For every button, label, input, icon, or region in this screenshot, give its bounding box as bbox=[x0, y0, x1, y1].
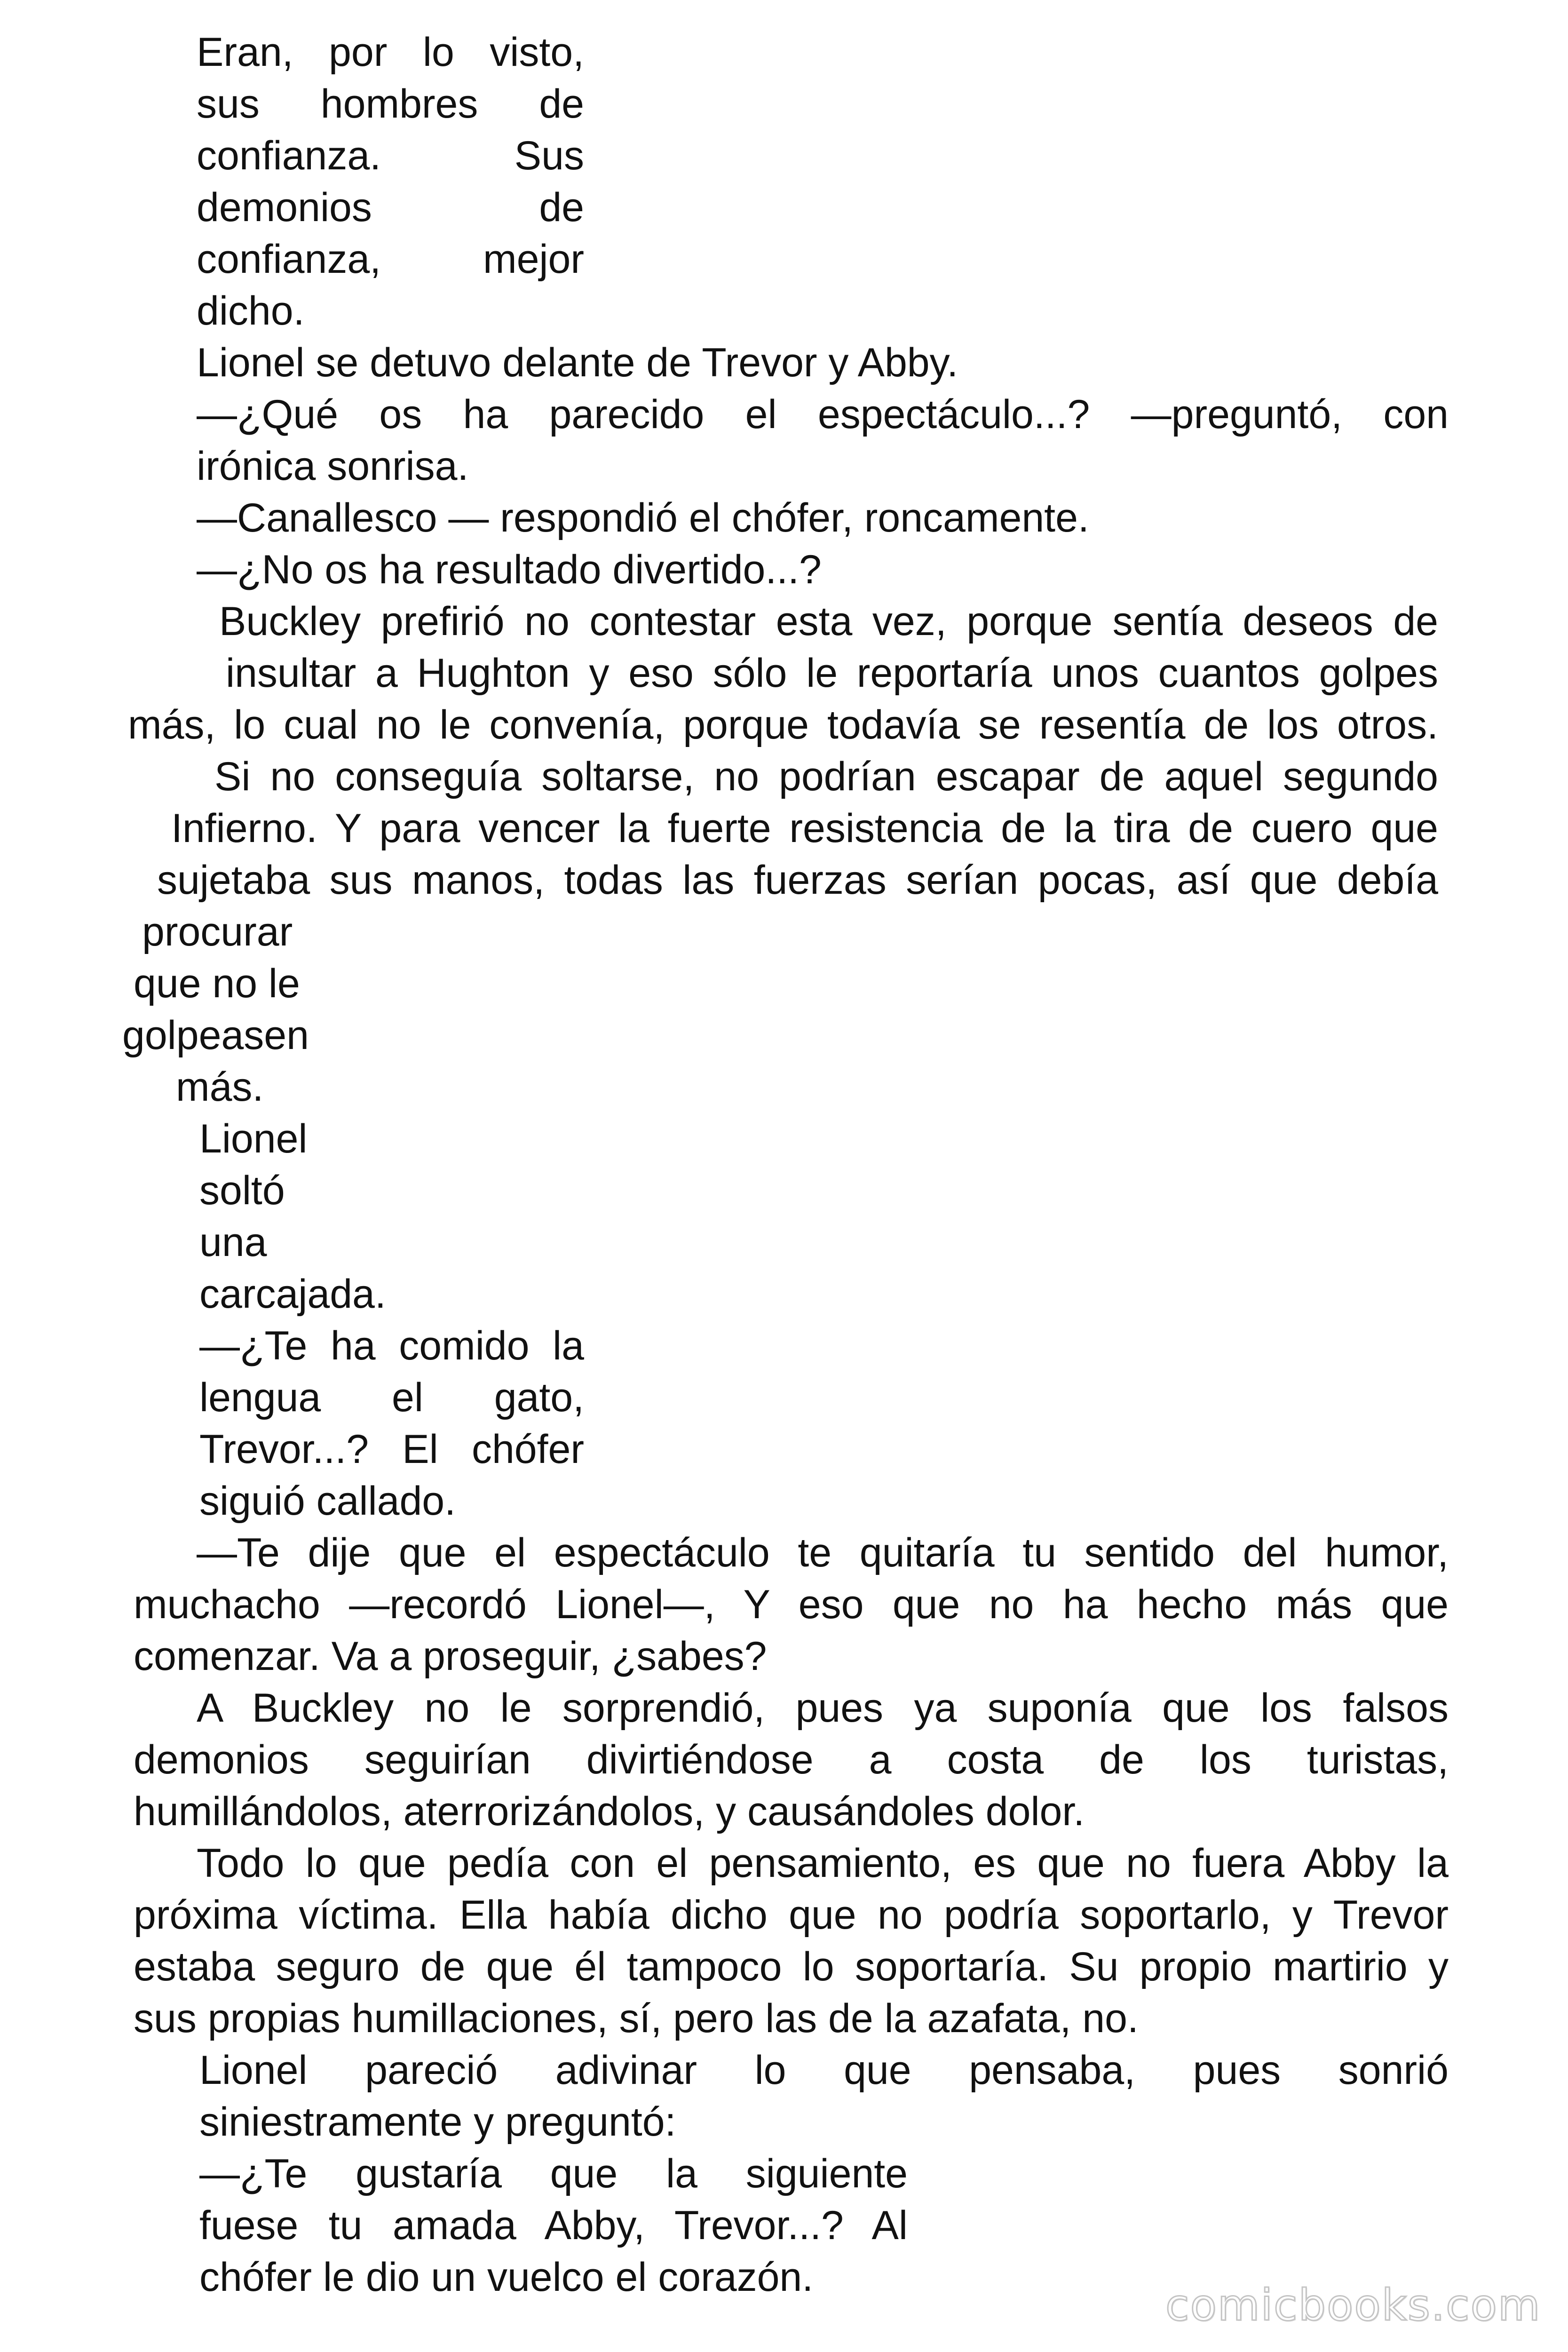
text-line: Trevor...? El chófer bbox=[199, 1427, 584, 1472]
text-line: Lionel bbox=[199, 1116, 308, 1161]
text-line: sus propias humillaciones, sí, pero las de la azafata, no. bbox=[134, 1996, 1139, 2041]
text-line: golpeasen bbox=[122, 1013, 309, 1058]
text-line: sujetaba sus manos, todas las fuerzas serían pocas, así que debía bbox=[157, 858, 1438, 903]
watermark: comicbooks.com bbox=[1165, 2280, 1541, 2330]
text-line: próxima víctima. Ella había dicho que no podría soportarlo, y Trevor bbox=[134, 1892, 1449, 1938]
text-line: dicho. bbox=[197, 288, 305, 334]
text-line: siniestramente y preguntó: bbox=[199, 2099, 676, 2145]
text-line: humillándolos, aterrorizándolos, y causándoles dolor. bbox=[134, 1789, 1085, 1834]
text-line: procurar bbox=[142, 909, 293, 954]
text-line: Todo lo que pedía con el pensamiento, es que no fuera Abby la bbox=[197, 1841, 1449, 1886]
text-line: que no le bbox=[134, 961, 300, 1006]
text-line: insultar a Hughton y eso sólo le reportaría unos cuantos golpes bbox=[226, 651, 1438, 696]
text-line: demonios de bbox=[197, 185, 584, 230]
text-line: soltó bbox=[199, 1168, 285, 1213]
text-line: una bbox=[199, 1220, 267, 1265]
text-line: confianza. Sus bbox=[197, 133, 584, 178]
text-line: —Canallesco — respondió el chófer, roncamente. bbox=[197, 495, 1089, 540]
text-line: Lionel se detuvo delante de Trevor y Abby. bbox=[197, 340, 958, 385]
text-line: siguió callado. bbox=[199, 1478, 456, 1524]
text-line: más. bbox=[176, 1065, 264, 1110]
text-line: Lionel pareció adivinar lo que pensaba, pues sonrió bbox=[199, 2048, 1449, 2093]
text-line: Infierno. Y para vencer la fuerte resistencia de la tira de cuero que bbox=[171, 806, 1438, 851]
text-line: carcajada. bbox=[199, 1271, 386, 1317]
text-line: sus hombres de bbox=[197, 81, 584, 127]
text-line: muchacho —recordó Lionel—, Y eso que no ha hecho más que bbox=[134, 1582, 1449, 1627]
text-line: —¿No os ha resultado divertido...? bbox=[197, 547, 822, 592]
text-line: Buckley prefirió no contestar esta vez, porque sentía deseos de bbox=[219, 599, 1438, 644]
text-line: chófer le dio un vuelco el corazón. bbox=[199, 2255, 814, 2300]
text-line: A Buckley no le sorprendió, pues ya suponía que los falsos bbox=[197, 1685, 1449, 1731]
text-line: —Te dije que el espectáculo te quitaría tu sentido del humor, bbox=[197, 1530, 1449, 1575]
text-line: demonios seguirían divirtiéndose a costa de los turistas, bbox=[134, 1737, 1449, 1782]
text-line: —¿Te ha comido la bbox=[199, 1323, 584, 1368]
text-line: fuese tu amada Abby, Trevor...? Al bbox=[199, 2203, 908, 2248]
text-line: Si no conseguía soltarse, no podrían escapar de aquel segundo bbox=[214, 754, 1438, 799]
text-line: lengua el gato, bbox=[199, 1375, 584, 1420]
text-line: estaba seguro de que él tampoco lo soportaría. Su propio martirio y bbox=[134, 1944, 1449, 1989]
text-line: irónica sonrisa. bbox=[197, 444, 469, 489]
text-line: —¿Qué os ha parecido el espectáculo...? —preguntó, con bbox=[197, 392, 1449, 437]
text-line: comenzar. Va a proseguir, ¿sabes? bbox=[134, 1634, 767, 1679]
text-line: confianza, mejor bbox=[197, 237, 584, 282]
text-line: más, lo cual no le convenía, porque todavía se resentía de los otros. bbox=[128, 702, 1438, 747]
text-line: Eran, por lo visto, bbox=[197, 30, 584, 75]
text-line: —¿Te gustaría que la siguiente bbox=[199, 2151, 908, 2196]
